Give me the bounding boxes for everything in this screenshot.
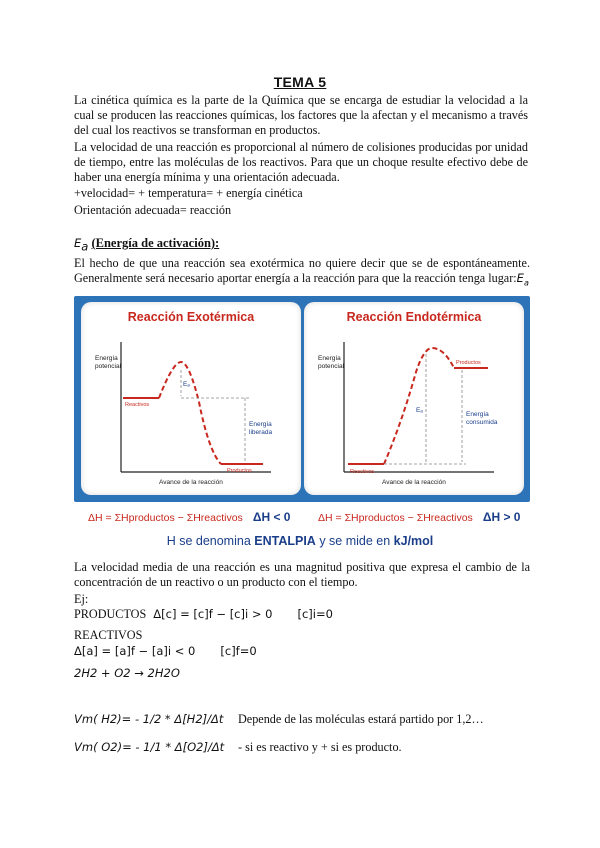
note-divided: Depende de las moléculas estará partido por 1,2…	[238, 712, 484, 726]
exo-ea-label: Eₐ	[183, 381, 190, 388]
productos-label: PRODUCTOS	[74, 607, 147, 621]
exothermic-equation	[88, 510, 290, 524]
endo-y-label-2: potencial	[318, 363, 345, 370]
enthalpy-caption-unit: kJ/mol	[393, 534, 434, 548]
endo-curve	[384, 348, 454, 464]
vm-h2-row	[74, 712, 223, 727]
velocity-paragraph: La velocidad media de una reacción es una magnitud positiva que expresa el cambio de la concentración de un reactivo o un producto con el tiempo.	[74, 560, 530, 590]
endo-energy-label-1: Energía	[466, 411, 489, 418]
ea-paragraph-text: El hecho de que una reacción sea exotérmica no quiere decir que se de espontáneamente. Generalmente será necesario aportar energía a la reacción para que la reacción tenga lugar:	[74, 256, 530, 286]
exothermic-panel	[81, 302, 301, 495]
enthalpy-caption-mid: y se mide en	[315, 534, 394, 548]
ea-symbol: E	[74, 236, 82, 250]
intro-line-orientation: Orientación adecuada= reacción	[74, 203, 232, 217]
exothermic-chart	[81, 302, 301, 495]
endo-ea-label: Eₐ	[416, 407, 423, 414]
exo-curve	[159, 362, 221, 464]
exo-delta-h-sign: ΔH < 0	[252, 510, 291, 524]
intro-paragraph-2: La velocidad de una reacción es proporcional al número de colisiones producidas por unidad de tiempo, entre las moléculas de los reactivos. Para que un choque resulte efectivo debe de haber una energía mínima y una orientación adecuada.	[74, 140, 528, 185]
reaction-equation: 2H2 + O2 → 2H2O	[74, 666, 180, 680]
activation-energy-heading	[74, 236, 219, 254]
reactivos-equation: Δ[a] = [a]f − [a]i < 0	[74, 644, 196, 658]
reactivos-row	[74, 644, 257, 659]
exo-delta-h-formula: ΔH = ΣHproductos − ΣHreactivos	[88, 512, 243, 524]
endothermic-equation	[318, 510, 520, 524]
endothermic-title: Reacción Endotérmica	[346, 310, 482, 324]
endothermic-chart	[304, 302, 524, 495]
exo-x-label: Avance de la reacción	[159, 479, 223, 486]
productos-condition: [c]i=0	[297, 607, 333, 621]
productos-row	[74, 607, 333, 622]
exo-reactants-label: Reactivos	[125, 402, 150, 408]
intro-paragraph-1: La cinética química es la parte de la Química que se encarga de estudiar la velocidad a la cual se producen las reacciones químicas, los factores que la afectan y el mecanismo a través del cual los reactivos se transforman en productos.	[74, 93, 528, 138]
productos-equation: Δ[c] = [c]f − [c]i > 0	[153, 607, 273, 621]
endo-delta-h-sign: ΔH > 0	[482, 510, 521, 524]
enthalpy-caption-bold: ENTALPIA	[254, 534, 316, 548]
ea-heading-text: (Energía de activación):	[91, 236, 220, 250]
exo-products-label: Productos	[227, 468, 252, 474]
endo-reactants-label: Reactivos	[350, 469, 375, 475]
ea-subscript: a	[81, 239, 89, 254]
endo-delta-h-formula: ΔH = ΣHproductos − ΣHreactivos	[318, 512, 473, 524]
page-title: TEMA 5	[273, 74, 327, 90]
endo-y-label-1: Energía	[318, 355, 341, 362]
enthalpy-caption	[0, 534, 600, 548]
vm-h2-formula: Vm( H2)= - 1/2 * Δ[H2]/Δt	[74, 712, 224, 726]
ea-inline-symbol: $E_a$	[516, 271, 529, 288]
note-sign: - si es reactivo y + si es producto.	[238, 740, 402, 754]
endo-x-label: Avance de la reacción	[382, 479, 446, 486]
intro-line-velocity: +velocidad= + temperatura= + energía cinética	[74, 186, 303, 200]
endo-products-label: Productos	[456, 360, 481, 366]
endo-energy-label-2: consumida	[466, 419, 498, 426]
exothermic-title: Reacción Exotérmica	[127, 310, 255, 324]
exo-energy-label-2: liberada	[249, 429, 273, 436]
ea-paragraph	[74, 256, 530, 291]
energy-diagram-figure	[74, 296, 530, 502]
reactivos-label: REACTIVOS	[74, 628, 143, 642]
exo-y-label-2: potencial	[95, 363, 122, 370]
example-label: Ej:	[74, 592, 89, 606]
reactivos-condition: [c]f=0	[220, 644, 257, 658]
enthalpy-caption-pre: H se denomina	[166, 534, 255, 548]
vm-o2-row	[74, 740, 224, 755]
exo-energy-label-1: Energía	[249, 421, 272, 428]
endothermic-panel	[304, 302, 524, 495]
vm-o2-formula: Vm( O2)= - 1/1 * Δ[O2]/Δt	[74, 740, 225, 754]
exo-y-label-1: Energía	[95, 355, 118, 362]
